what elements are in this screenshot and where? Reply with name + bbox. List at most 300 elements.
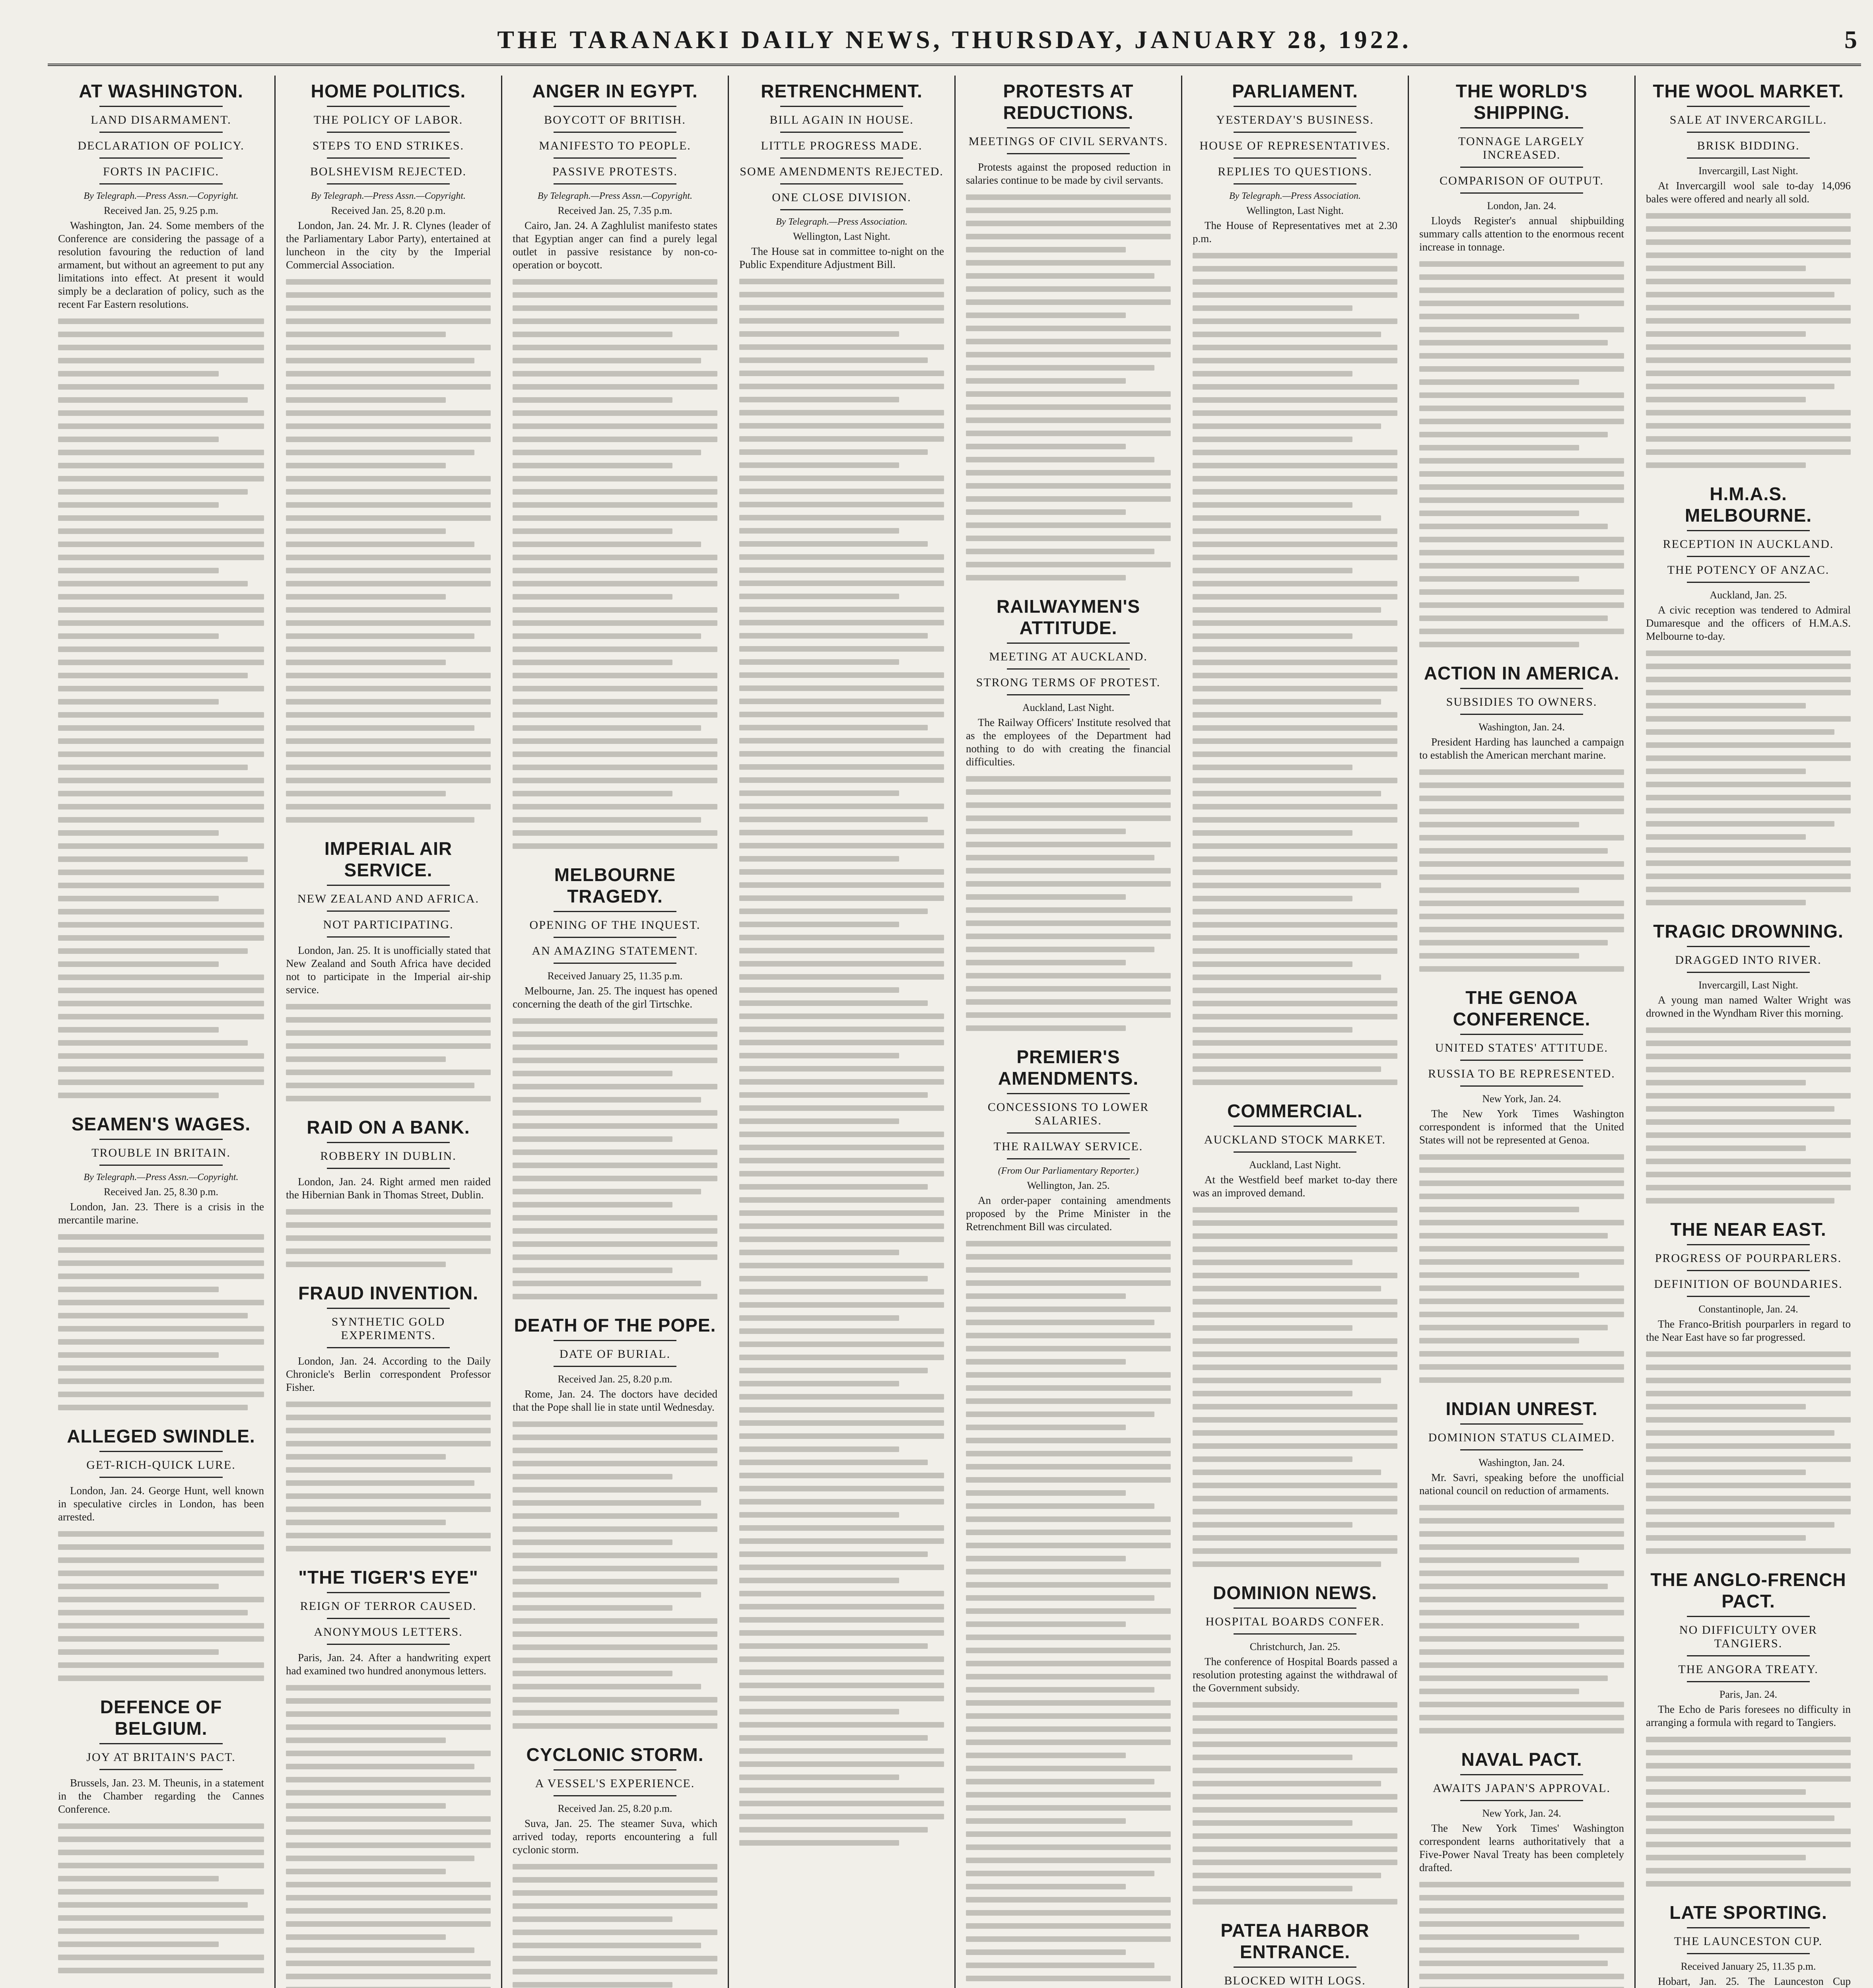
text-line (1646, 357, 1851, 363)
text-line (58, 332, 264, 337)
text-line (1193, 883, 1381, 888)
article-body-continuation (1646, 650, 1851, 905)
article-subheading: NOT PARTICIPATING. (323, 918, 454, 931)
text-line (513, 1903, 717, 1909)
text-line (58, 1531, 264, 1537)
text-line (286, 345, 491, 350)
text-line (1419, 471, 1624, 477)
text-line (286, 502, 491, 508)
text-line (58, 1066, 264, 1072)
text-line (1419, 901, 1624, 906)
divider-rule (554, 1795, 676, 1796)
text-line (286, 1816, 491, 1822)
text-line (739, 935, 944, 940)
article-headline: THE NEAR EAST. (1670, 1219, 1826, 1240)
text-line (1419, 445, 1579, 450)
divider-rule (99, 1165, 223, 1166)
divider-rule (1234, 132, 1356, 133)
text-line (286, 1507, 491, 1512)
text-line (966, 1516, 1171, 1522)
text-line (1419, 301, 1624, 306)
text-line (739, 764, 944, 770)
text-line (739, 1407, 944, 1413)
text-line (1646, 1470, 1806, 1475)
article-headline: H.M.A.S. MELBOURNE. (1685, 483, 1812, 526)
text-line (739, 1591, 944, 1596)
article-subheading: NEW ZEALAND AND AFRICA. (297, 892, 480, 905)
text-line (1419, 576, 1579, 582)
text-line (1419, 287, 1624, 293)
article-headline: THE WOOL MARKET. (1653, 81, 1844, 101)
divider-rule (327, 183, 450, 184)
text-line (966, 934, 1171, 939)
text-line (739, 1827, 928, 1833)
text-line (513, 423, 717, 429)
text-line (1419, 809, 1624, 814)
text-line (58, 450, 264, 455)
text-line (966, 1621, 1126, 1627)
text-line (58, 371, 219, 377)
text-line (286, 1790, 491, 1796)
text-line (739, 594, 899, 599)
divider-rule (1460, 1423, 1583, 1425)
text-line (286, 292, 491, 298)
text-line (1193, 253, 1397, 258)
text-line (58, 1352, 219, 1358)
divider-rule (1007, 643, 1130, 644)
divider-rule (1460, 167, 1583, 168)
text-line (1646, 703, 1806, 709)
text-line (1419, 366, 1624, 372)
text-line (513, 384, 717, 390)
text-line (966, 1346, 1171, 1351)
text-line (1419, 1505, 1624, 1510)
article (58, 1984, 264, 1988)
article-body: Cairo, Jan. 24. A Zaghlulist manifesto states that Egyptian anger can find a purely legal outlet in passive resistance by non-co-operation or boycott. (513, 219, 717, 271)
text-line (58, 765, 248, 770)
text-line (1419, 1377, 1624, 1383)
text-line (1419, 1895, 1624, 1901)
text-line (286, 1685, 491, 1691)
divider-rule (1234, 1151, 1356, 1153)
article (966, 76, 1171, 580)
text-line (1419, 1715, 1624, 1720)
text-line (739, 1118, 899, 1124)
article-headline: RETRENCHMENT. (761, 81, 923, 101)
text-line (1646, 900, 1806, 905)
text-line (1419, 406, 1624, 411)
divider-rule (1687, 1927, 1810, 1928)
divider-rule (554, 157, 676, 159)
text-line (966, 1753, 1126, 1758)
article-subheading: REIGN OF TERROR CAUSED. (300, 1600, 477, 1613)
text-line (1193, 1886, 1352, 1891)
text-line (1646, 423, 1851, 429)
text-line (58, 1040, 248, 1046)
text-line (286, 1724, 491, 1730)
divider-rule (1687, 530, 1810, 531)
text-line (58, 738, 264, 744)
text-line (1419, 769, 1624, 775)
article (58, 1109, 264, 1410)
divider-rule (780, 132, 903, 133)
text-line (513, 437, 717, 442)
article (286, 833, 491, 1101)
text-line (739, 1210, 944, 1216)
text-line (966, 920, 1171, 926)
text-line (58, 673, 248, 678)
text-line (739, 1237, 944, 1242)
text-line (739, 462, 899, 468)
text-line (286, 1222, 491, 1228)
text-line (1646, 266, 1806, 271)
article-dateline: Wellington, Jan. 25. (1027, 1180, 1110, 1191)
article-subheading: UNITED STATES' ATTITUDE. (1435, 1041, 1609, 1054)
text-line (739, 751, 944, 757)
text-line (739, 620, 944, 625)
article-body: A young man named Walter Wright was drowned in the Wyndham River this morning. (1646, 994, 1851, 1019)
divider-rule (1007, 1158, 1130, 1159)
text-line (739, 909, 928, 914)
text-line (739, 1617, 944, 1623)
article-subheading: PROGRESS OF POURPARLERS. (1655, 1252, 1842, 1265)
text-line (1646, 397, 1806, 402)
text-line (286, 646, 491, 652)
article-subheading: AWAITS JAPAN'S APPROVAL. (1433, 1782, 1611, 1795)
text-line (1193, 292, 1397, 298)
text-line (1193, 1483, 1397, 1488)
text-line (966, 404, 1171, 410)
text-line (739, 922, 899, 927)
text-line (739, 1446, 899, 1452)
text-line (739, 371, 944, 376)
text-line (1646, 1378, 1851, 1383)
text-line (513, 1018, 717, 1024)
text-line (739, 292, 944, 297)
text-line (966, 234, 1171, 239)
text-line (286, 1070, 491, 1075)
text-line (966, 1595, 1154, 1601)
text-line (58, 712, 264, 718)
text-line (966, 299, 1171, 305)
article-body: A civic reception was tendered to Admiral Dumaresque and the officers of H.M.A.S. Melbourne to-day. (1646, 604, 1851, 642)
masthead (48, 16, 1861, 66)
text-line (966, 470, 1171, 476)
text-line (1193, 843, 1397, 849)
text-line (513, 607, 717, 613)
article-headline: DEFENCE OF BELGIUM. (100, 1697, 222, 1739)
divider-rule (1687, 556, 1810, 557)
text-line (1646, 729, 1834, 735)
divider-rule (327, 885, 450, 886)
text-line (1419, 1649, 1624, 1655)
divider-rule (1460, 1060, 1583, 1061)
text-line (739, 1381, 899, 1386)
text-line (739, 790, 899, 796)
text-line (1419, 1584, 1608, 1589)
text-line (966, 1871, 1154, 1876)
text-line (1193, 935, 1397, 941)
article-subheading: BRISK BIDDING. (1697, 139, 1800, 152)
text-line (1193, 699, 1381, 705)
divider-rule (1687, 1270, 1810, 1271)
text-line (966, 208, 1171, 213)
text-line (739, 502, 944, 507)
text-line (1646, 1535, 1806, 1541)
article-subheading: COMPARISON OF OUTPUT. (1440, 174, 1604, 187)
article-body: London, Jan. 24. Right armed men raided the Hibernian Bank in Thomas Street, Dublin. (286, 1176, 491, 1201)
article-subheading: A VESSEL'S EXPERIENCE. (535, 1777, 695, 1790)
text-line (1646, 1802, 1851, 1808)
text-line (966, 1267, 1171, 1273)
text-line (1419, 511, 1579, 516)
divider-rule (99, 1743, 223, 1744)
column-4 (728, 76, 954, 1988)
article-dateline: New York, Jan. 24. (1482, 1093, 1561, 1105)
text-line (286, 1262, 446, 1267)
text-line (966, 562, 1171, 567)
article-dateline: Invercargill, Last Night. (1698, 979, 1798, 991)
text-line (966, 1425, 1126, 1430)
text-line (1646, 716, 1851, 722)
article-subheading: AUCKLAND STOCK MARKET. (1204, 1133, 1386, 1146)
text-line (739, 1512, 899, 1518)
text-line (1646, 1351, 1851, 1357)
text-line (1193, 1233, 1397, 1239)
text-line (1646, 318, 1851, 324)
article (1646, 916, 1851, 1204)
text-line (739, 1053, 899, 1058)
divider-rule (99, 183, 223, 184)
text-line (1419, 966, 1624, 972)
article-dateline: Paris, Jan. 24. (1719, 1689, 1778, 1700)
text-line (286, 1454, 446, 1460)
divider-rule (554, 963, 676, 964)
text-line (58, 384, 264, 390)
article-headline: "THE TIGER'S EYE" (298, 1567, 478, 1588)
text-line (739, 830, 944, 835)
text-line (966, 1477, 1171, 1483)
article-subheading: DEFINITION OF BOUNDARIES. (1654, 1277, 1843, 1291)
text-line (739, 436, 944, 442)
text-line (1419, 914, 1624, 919)
text-line (513, 1294, 717, 1299)
text-line (58, 1584, 219, 1589)
text-line (58, 1326, 264, 1332)
article-headline: PARLIAMENT. (1232, 81, 1358, 101)
article-subheading: BILL AGAIN IN HOUSE. (769, 113, 914, 126)
text-line (58, 804, 264, 810)
text-line (1646, 1391, 1851, 1396)
article-subheading: MEETING AT AUCKLAND. (989, 650, 1148, 663)
text-line (286, 1856, 474, 1861)
text-line (58, 1544, 264, 1550)
text-line (513, 1215, 717, 1221)
article-credit: By Telegraph.—Press Association. (1229, 191, 1361, 201)
article-body-continuation (1419, 1882, 1624, 1988)
article (1419, 1393, 1624, 1734)
text-line (1193, 1378, 1381, 1383)
text-line (513, 594, 672, 600)
text-line (1646, 1737, 1851, 1742)
article-headline: TRAGIC DROWNING. (1653, 921, 1844, 942)
text-line (1419, 1557, 1579, 1563)
article-body-continuation (1193, 1207, 1397, 1567)
text-line (966, 1359, 1126, 1365)
text-line (1193, 1220, 1397, 1226)
text-line (1646, 1093, 1851, 1099)
article-headline: PATEA HARBOR ENTRANCE. (1220, 1920, 1370, 1962)
text-line (1646, 252, 1851, 258)
text-line (966, 1503, 1154, 1509)
text-line (1193, 1548, 1397, 1554)
text-line (966, 1963, 1154, 1968)
text-line (1419, 782, 1624, 788)
text-line (1419, 1597, 1624, 1602)
text-line (1419, 1180, 1624, 1186)
text-line (966, 1543, 1171, 1548)
text-line (1193, 1456, 1352, 1462)
divider-rule (1007, 1093, 1130, 1094)
text-line (286, 1711, 491, 1717)
text-line (966, 999, 1171, 1005)
text-line (513, 1579, 717, 1584)
text-line (286, 542, 474, 547)
article (58, 1691, 264, 1973)
divider-rule (327, 157, 450, 159)
article-body-continuation (58, 1823, 264, 1973)
text-line (286, 738, 491, 744)
article (58, 1421, 264, 1681)
text-line (966, 1976, 1171, 1981)
text-line (58, 856, 248, 862)
text-line (1646, 1054, 1851, 1059)
article-headline: CYCLONIC STORM. (526, 1744, 704, 1765)
text-line (966, 1740, 1171, 1745)
article (1646, 1564, 1851, 1887)
text-line (739, 1250, 899, 1255)
article-body-continuation (1419, 1154, 1624, 1383)
text-line (1193, 1066, 1381, 1072)
text-line (513, 804, 717, 810)
divider-rule (327, 1142, 450, 1143)
text-line (513, 1268, 672, 1273)
text-line (1193, 318, 1397, 324)
text-line (513, 568, 717, 573)
text-line (1419, 1610, 1624, 1615)
text-line (286, 1947, 474, 1953)
text-line (513, 1421, 717, 1427)
column-1 (48, 76, 274, 1988)
text-line (739, 1420, 944, 1426)
text-line (1193, 1522, 1352, 1528)
text-line (1193, 1755, 1352, 1760)
article-headline: THE ANGLO-FRENCH PACT. (1650, 1569, 1846, 1611)
divider-rule (1460, 1774, 1583, 1775)
article-headline: LATE SPORTING. (1669, 1902, 1827, 1923)
text-line (58, 1610, 248, 1615)
text-line (286, 673, 491, 678)
article (739, 76, 944, 1846)
text-line (58, 318, 264, 324)
text-line (739, 738, 944, 744)
divider-rule (1234, 1633, 1356, 1635)
text-line (286, 1869, 446, 1874)
text-line (966, 1025, 1126, 1031)
article-body-continuation (58, 1234, 264, 1410)
text-line (58, 1313, 248, 1318)
text-line (286, 384, 491, 390)
text-line (1193, 384, 1397, 390)
article-body-continuation (1419, 769, 1624, 972)
article-body-continuation (513, 1421, 717, 1729)
text-line (966, 483, 1171, 489)
divider-rule (327, 936, 450, 938)
text-line (513, 1202, 672, 1208)
article-body-continuation (286, 1402, 491, 1551)
text-line (58, 922, 264, 928)
text-line (58, 594, 264, 600)
text-line (286, 712, 491, 718)
text-line (58, 1339, 264, 1345)
text-line (739, 1013, 944, 1019)
text-line (966, 1949, 1126, 1955)
divider-rule (1687, 1953, 1810, 1954)
text-line (1646, 449, 1851, 455)
text-line (1419, 642, 1579, 647)
article-body-continuation (1646, 1027, 1851, 1204)
text-line (739, 1302, 944, 1308)
text-line (1419, 392, 1624, 398)
text-line (739, 685, 944, 691)
divider-rule (554, 1366, 676, 1367)
text-line (1193, 463, 1397, 468)
text-line (58, 1079, 264, 1085)
article-dateline: Wellington, Last Night. (1246, 205, 1344, 216)
text-line (513, 830, 717, 836)
text-line (739, 699, 944, 704)
text-line (739, 1328, 944, 1334)
text-line (1646, 1496, 1851, 1501)
text-line (513, 712, 717, 718)
text-line (966, 1923, 1171, 1929)
text-line (739, 318, 944, 324)
text-line (58, 345, 264, 350)
text-line (739, 987, 899, 993)
text-line (966, 1674, 1171, 1679)
text-line (1419, 861, 1624, 867)
text-line (739, 1027, 944, 1032)
text-line (1646, 1041, 1851, 1046)
text-line (966, 339, 1171, 344)
column-6 (1181, 76, 1408, 1988)
text-line (58, 830, 219, 836)
text-line (1193, 1561, 1381, 1567)
text-line (513, 1631, 717, 1637)
article-subheading: BOLSHEVISM REJECTED. (310, 165, 467, 178)
article-subheading: THE ANGORA TREATY. (1678, 1663, 1819, 1676)
text-line (58, 1636, 264, 1642)
text-line (739, 423, 944, 429)
text-line (513, 305, 717, 311)
text-line (739, 1092, 928, 1098)
article (286, 1562, 491, 1988)
text-line (513, 1461, 717, 1466)
text-line (286, 607, 491, 613)
article-body: The House of Representatives met at 2.30 p.m. (1193, 219, 1397, 245)
text-line (513, 620, 717, 626)
article-subheading: YESTERDAY'S BUSINESS. (1216, 113, 1374, 126)
